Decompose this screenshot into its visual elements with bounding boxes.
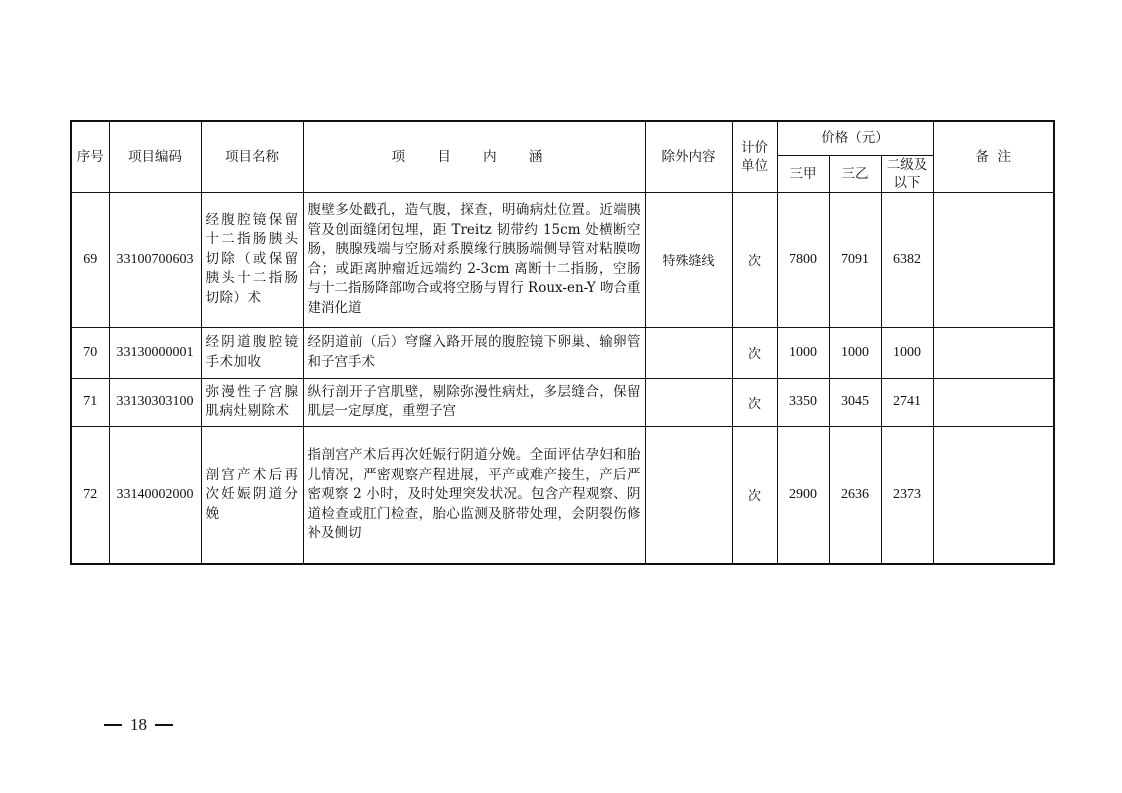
row-remarks xyxy=(933,327,1054,378)
row-seq: 69 xyxy=(71,192,109,327)
row-seq: 70 xyxy=(71,327,109,378)
row-seq: 71 xyxy=(71,378,109,426)
row-remarks xyxy=(933,378,1054,426)
row-price-tier2: 1000 xyxy=(829,327,881,378)
row-price-tier1: 1000 xyxy=(777,327,829,378)
row-price-tier1: 7800 xyxy=(777,192,829,327)
row-price-tier3: 2373 xyxy=(881,426,933,564)
row-unit: 次 xyxy=(732,327,777,378)
header-price: 价格（元） xyxy=(777,121,933,155)
page-number: 18 xyxy=(130,715,147,734)
table-row xyxy=(71,378,1054,426)
price-table-container xyxy=(70,120,1053,565)
row-code: 33140002000 xyxy=(109,426,201,564)
row-code: 33130000001 xyxy=(109,327,201,378)
row-price-tier2: 2636 xyxy=(829,426,881,564)
row-unit: 次 xyxy=(732,426,777,564)
footer-dash-left xyxy=(104,724,122,726)
row-exclusion xyxy=(645,378,732,426)
row-price-tier1: 3350 xyxy=(777,378,829,426)
row-remarks xyxy=(933,426,1054,564)
row-name: 剖宫产术后再次妊娠阴道分娩 xyxy=(201,426,303,564)
header-remarks: 备 注 xyxy=(933,121,1054,192)
header-exclusion: 除外内容 xyxy=(645,121,732,192)
row-unit: 次 xyxy=(732,192,777,327)
row-unit: 次 xyxy=(732,378,777,426)
row-price-tier3: 6382 xyxy=(881,192,933,327)
footer-dash-right xyxy=(155,724,173,726)
row-price-tier1: 2900 xyxy=(777,426,829,564)
row-name: 弥漫性子宫腺肌病灶剔除术 xyxy=(201,378,303,426)
row-code: 33130303100 xyxy=(109,378,201,426)
row-content: 腹壁多处戳孔，造气腹，探查，明确病灶位置。近端胰管及创面缝闭包埋，距 Treitz 韧带约 15cm 处横断空肠，胰腺残端与空肠对系膜缘行胰肠端侧导管对粘膜吻合；或距离肿瘤近远端约 2-3cm 离断十二指肠，空肠与十二指肠降部吻合或将空肠与胃行 Roux-en-Y 吻合重建消化道 xyxy=(303,192,645,327)
price-table xyxy=(70,120,1055,565)
row-name: 经腹腔镜保留十二指肠胰头切除（或保留胰头十二指肠切除）术 xyxy=(201,192,303,327)
row-remarks xyxy=(933,192,1054,327)
row-exclusion: 特殊缝线 xyxy=(645,192,732,327)
header-name: 项目名称 xyxy=(201,121,303,192)
header-price-tier2: 三乙 xyxy=(829,155,881,192)
page-footer xyxy=(104,715,173,735)
row-exclusion xyxy=(645,426,732,564)
row-name: 经阴道腹腔镜手术加收 xyxy=(201,327,303,378)
header-price-tier3: 二级及 以下 xyxy=(881,155,933,192)
row-content: 纵行剖开子宫肌壁，剔除弥漫性病灶，多层缝合，保留肌层一定厚度，重塑子宫 xyxy=(303,378,645,426)
header-seq: 序号 xyxy=(71,121,109,192)
header-price-tier1: 三甲 xyxy=(777,155,829,192)
row-price-tier3: 1000 xyxy=(881,327,933,378)
row-seq: 72 xyxy=(71,426,109,564)
row-exclusion xyxy=(645,327,732,378)
header-code: 项目编码 xyxy=(109,121,201,192)
row-price-tier2: 7091 xyxy=(829,192,881,327)
row-price-tier2: 3045 xyxy=(829,378,881,426)
header-content: 项 目 内 涵 xyxy=(303,121,645,192)
row-price-tier3: 2741 xyxy=(881,378,933,426)
table-row xyxy=(71,426,1054,564)
row-content: 指剖宫产术后再次妊娠行阴道分娩。全面评估孕妇和胎儿情况，严密观察产程进展，平产或难产接生，产后严密观察 2 小时，及时处理突发状况。包含产程观察、阴道检查或肛门检查，胎心监测及脐带处理，会阴裂伤修补及侧切 xyxy=(303,426,645,564)
row-code: 33100700603 xyxy=(109,192,201,327)
header-unit: 计价 单位 xyxy=(732,121,777,192)
table-row xyxy=(71,192,1054,327)
row-content: 经阴道前（后）穹窿入路开展的腹腔镜下卵巢、输卵管和子宫手术 xyxy=(303,327,645,378)
table-row xyxy=(71,327,1054,378)
